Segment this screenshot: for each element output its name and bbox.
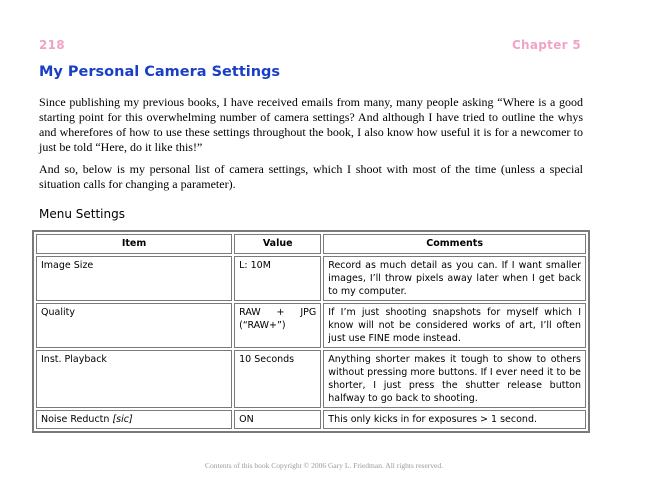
table-header-row <box>36 234 586 254</box>
table-row <box>36 303 586 348</box>
table-row <box>36 256 586 301</box>
column-header-comments: Comments <box>323 234 586 254</box>
item-label: Noise Reductn <box>41 414 110 425</box>
table-title: Menu Settings <box>39 207 125 221</box>
section-title: My Personal Camera Settings <box>39 64 281 80</box>
item-label: Quality <box>41 307 75 318</box>
table-row <box>36 410 586 429</box>
table-row <box>36 350 586 408</box>
cell-value: RAW + JPG (“RAW+”) <box>234 303 321 348</box>
cell-comment: This only kicks in for exposures > 1 second. <box>323 410 586 429</box>
cell-item <box>36 256 232 301</box>
copyright-footer: Contents of this book Copyright © 2006 Gary L. Friedman. All rights reserved. <box>205 461 443 470</box>
item-note: [sic] <box>112 414 133 425</box>
cell-comment: Record as much detail as you can. If I want smaller images, I’ll throw pixels away later when I get back to my computer. <box>323 256 586 301</box>
cell-value: L: 10M <box>234 256 321 301</box>
chapter-label: Chapter 5 <box>511 38 581 52</box>
list-intro-paragraph: And so, below is my personal list of camera settings, which I shoot with most of the time (unless a special situation calls for changing a parameter). <box>39 162 583 191</box>
item-label: Image Size <box>41 260 94 271</box>
cell-item <box>36 303 232 348</box>
cell-value: 10 Seconds <box>234 350 321 408</box>
column-header-item: Item <box>36 234 232 254</box>
cell-value: ON <box>234 410 321 429</box>
settings-table <box>32 230 590 433</box>
cell-comment: Anything shorter makes it tough to show to others without pressing more buttons. If I ever need it to be shorter, I just press the shutter release button halfway to go back to shooting. <box>323 350 586 408</box>
intro-paragraph: Since publishing my previous books, I have received emails from many, many people asking “Where is a good starting point for this overwhelming number of camera settings? And although I have tried to outline the whys and wherefores of how to use these settings throughout the book, I also know how useful it is for a newcomer to just be told “Here, do it like this!” <box>39 95 583 154</box>
cell-item <box>36 350 232 408</box>
page-number: 218 <box>39 38 65 52</box>
cell-comment: If I’m just shooting snapshots for myself which I know will not be considered works of art, I’ll often just use FINE mode instead. <box>323 303 586 348</box>
cell-item <box>36 410 232 429</box>
column-header-value: Value <box>234 234 321 254</box>
item-label: Inst. Playback <box>41 354 107 365</box>
